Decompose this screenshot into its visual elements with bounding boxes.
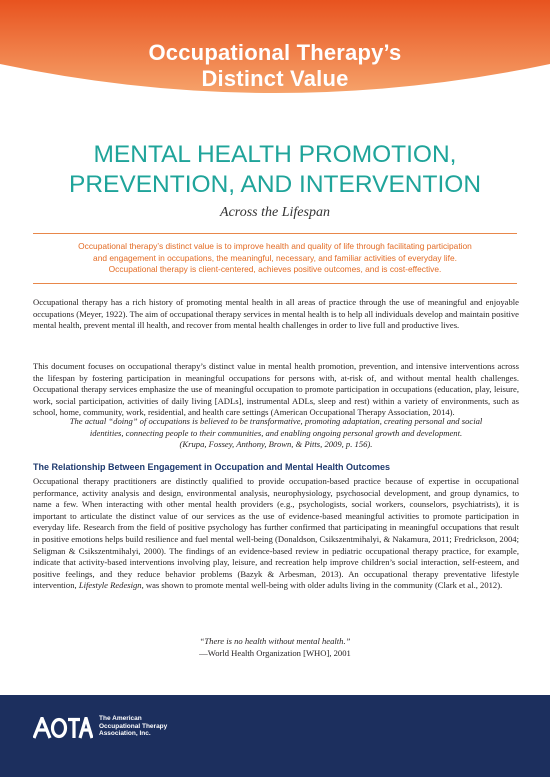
who-quote-source: —World Health Organization [WHO], 2001 xyxy=(199,647,351,658)
who-quote-text: “There is no health without mental health.” xyxy=(199,636,351,646)
intro-statement xyxy=(40,241,510,276)
krupa-quote xyxy=(33,416,519,451)
footer xyxy=(0,695,550,777)
banner-title xyxy=(0,40,550,92)
page-title-line-2: PREVENTION, AND INTERVENTION xyxy=(68,171,482,198)
intro-line-1: Occupational therapy’s distinct value is to improve health and quality of life through facilitating participation xyxy=(78,241,472,251)
who-quote xyxy=(0,636,550,659)
paragraph-relationship-text: Occupational therapy practitioners are distinctly qualified to provide occupation-based practice because of expertise in occupational performance, activity analysis and design, environmental analysis, neurophysiology, psychosocial development, and group dynamics, to name a few. When interacting with other mental health providers (e.g., psychologists, social workers, counselors, psychiatrists), it is important to articulate the distinct value of our services as the use of evidence-based meaningful activities to promote participation in everyday life. Research from the field of positive psychology has further confirmed that participating in meaningful occupations that result in positive emotions helps build resilience and fuel mental well-being (Donaldson, Csikszentmihalyi, & Nakamura, 2011; Fredrickson, 2004; Seligman & Csikszentmihalyi, 2000). The findings of an evidence-based review in pediatric occupational therapy practice, for example, indicate that activity-based interventions involving play, leisure, and recreation help improve children’s social interaction, self-esteem, and positive feelings, and they reduce behavior problems (Bazyk & Arbesman, 2013). An occupational therapy preventative lifestyle intervention, xyxy=(33,476,519,591)
title-banner xyxy=(0,0,550,112)
paragraph-history: Occupational therapy has a rich history of promoting mental health in all areas of practice through the use of meaningful and enjoyable occupations (Meyer, 1922). The aim of occupational therapy services in mental health is to help all individuals develop and maintain positive mental health, prevent mental ill health, and recover from mental health challenges in order to live full and productive lives. xyxy=(33,297,519,331)
intro-top-divider xyxy=(33,233,517,234)
krupa-quote-citation: (Krupa, Fossey, Anthony, Brown, & Pitts, 2009, p. 156). xyxy=(179,439,373,450)
paragraph-focus: This document focuses on occupational therapy’s distinct value in mental health promotion, prevention, and intensive interventions across the lifespan by fostering participation in meaningful occupations for persons with, at-risk of, and without mental health challenges. Occupational therapy services emphasize the use of meaningful occupation to promote participation in occupations (education, play, leisure, work, social participation, activities of daily living [ADLs], instrumental ADLs, sleep and rest) within a variety of environments, such as school, home, community, work, residential, and health care settings (American Occupational Therapy Association, 2014). xyxy=(33,361,519,418)
paragraph-relationship-end: was shown to promote mental well-being with older adults living in the community (Clark et al., 2012). xyxy=(143,580,503,591)
krupa-quote-line-2: identities, connecting people to their communities, and enabling ongoing personal growth and development. xyxy=(89,427,463,438)
banner-title-line-2: Distinct Value xyxy=(201,66,349,91)
page-title-line-1: MENTAL HEALTH PROMOTION, xyxy=(93,141,457,168)
intro-line-2: and engagement in occupations, the meaningful, necessary, and familiar activities of everyday life. xyxy=(93,252,457,263)
intro-bottom-divider xyxy=(33,283,517,284)
section-heading: The Relationship Between Engagement in Occupation and Mental Health Outcomes xyxy=(33,462,391,472)
aota-logo-icon xyxy=(33,717,93,739)
banner-title-line-1: Occupational Therapy’s xyxy=(148,40,402,65)
krupa-quote-line-1: The actual “doing” of occupations is believed to be transformative, promoting adaptation, creating personal and social xyxy=(69,416,483,426)
aota-organization-name: The American Occupational Therapy Association, Inc. xyxy=(99,715,168,737)
page-subtitle: Across the Lifespan xyxy=(220,205,330,220)
paragraph-relationship xyxy=(33,476,519,592)
intro-line-3: Occupational therapy is client-centered, achieves positive outcomes, and is cost-effective. xyxy=(108,264,442,274)
page-title xyxy=(0,140,550,200)
lifestyle-redesign-term: Lifestyle Redesign, xyxy=(78,580,144,591)
